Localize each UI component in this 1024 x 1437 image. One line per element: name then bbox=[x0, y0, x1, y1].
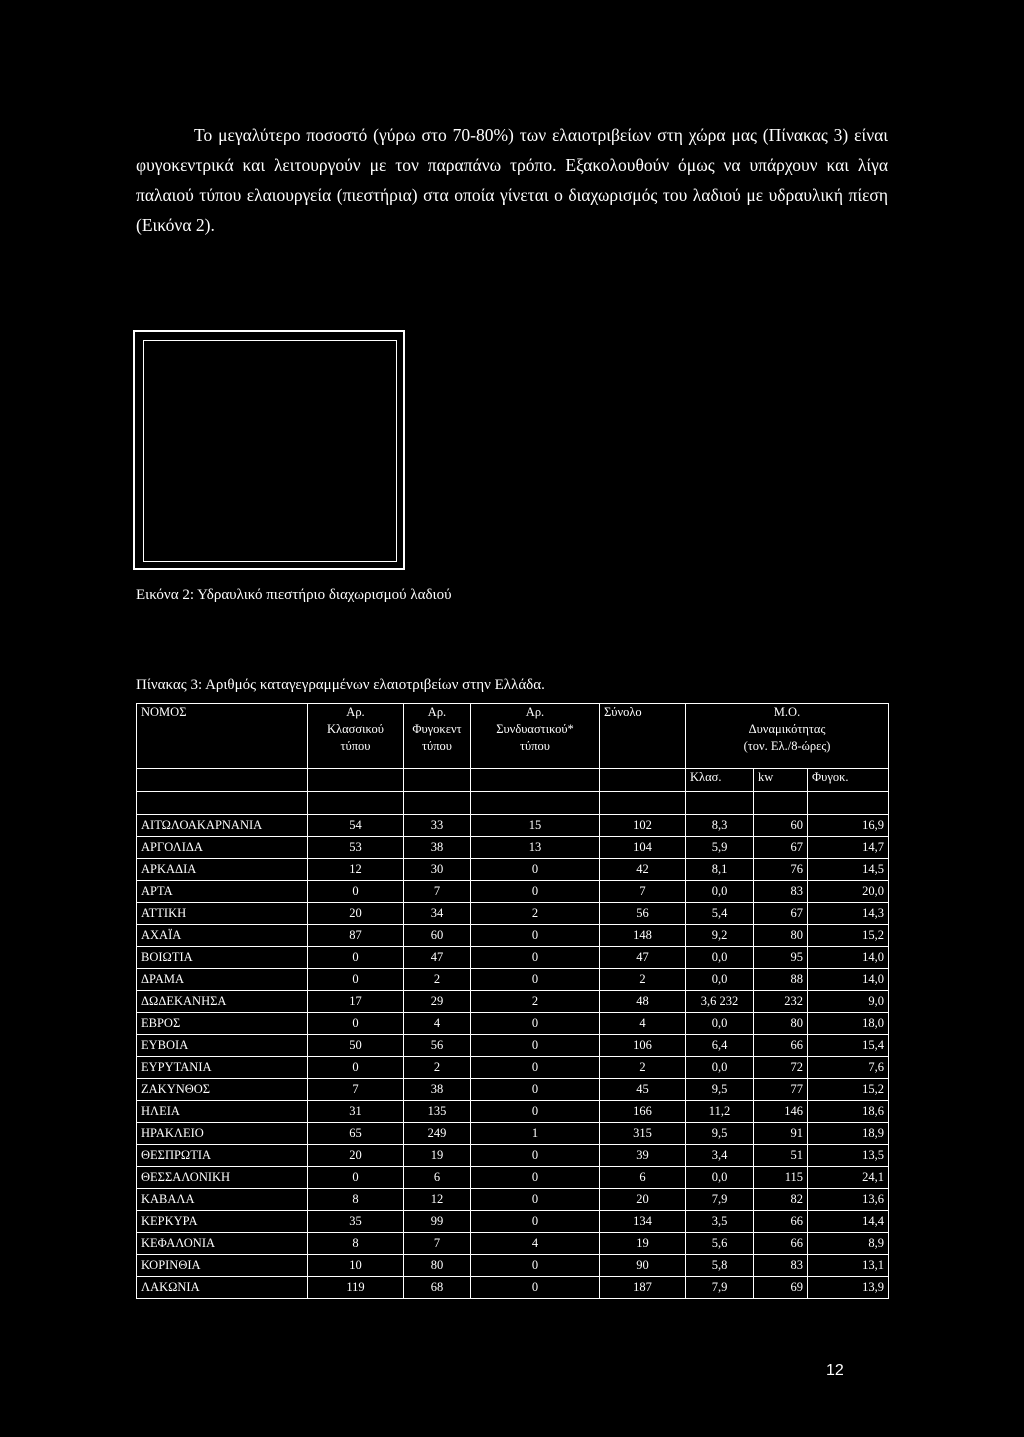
total-cell: 20 bbox=[600, 1189, 686, 1211]
combined-cell: 0 bbox=[471, 1057, 600, 1079]
nomos-cell: ΗΡΑΚΛΕΙΟ bbox=[137, 1123, 308, 1145]
subheader-kw: kw bbox=[754, 769, 808, 792]
header-centrifugal bbox=[404, 704, 471, 769]
combined-cell: 0 bbox=[471, 1211, 600, 1233]
centrifugal-cell: 56 bbox=[404, 1035, 471, 1057]
fygok-cell: 9,0 bbox=[808, 991, 889, 1013]
combined-cell: 0 bbox=[471, 1145, 600, 1167]
table-row bbox=[137, 1013, 889, 1035]
fygok-cell: 15,2 bbox=[808, 925, 889, 947]
nomos-cell: ΕΥΒΟΙΑ bbox=[137, 1035, 308, 1057]
centrifugal-cell: 80 bbox=[404, 1255, 471, 1277]
centrifugal-cell: 99 bbox=[404, 1211, 471, 1233]
kw-cell: 67 bbox=[754, 837, 808, 859]
table-row bbox=[137, 969, 889, 991]
classic-cell: 54 bbox=[308, 815, 404, 837]
figure-inner-frame bbox=[143, 340, 397, 562]
header-capacity-text: Μ.Ο. Δυναμικότητας (τον. Ελ./8-ώρες) bbox=[743, 705, 831, 753]
table-row bbox=[137, 1189, 889, 1211]
fygok-cell: 13,5 bbox=[808, 1145, 889, 1167]
centrifugal-cell: 7 bbox=[404, 881, 471, 903]
classic-cell: 20 bbox=[308, 903, 404, 925]
centrifugal-cell: 249 bbox=[404, 1123, 471, 1145]
subheader-empty bbox=[137, 769, 308, 792]
combined-cell: 4 bbox=[471, 1233, 600, 1255]
table-row bbox=[137, 1101, 889, 1123]
kw-cell: 60 bbox=[754, 815, 808, 837]
nomos-cell: ΑΙΤΩΛΟΑΚΑΡΝΑΝΙΑ bbox=[137, 815, 308, 837]
table-row bbox=[137, 1277, 889, 1299]
fygok-cell: 13,9 bbox=[808, 1277, 889, 1299]
combined-cell: 2 bbox=[471, 903, 600, 925]
fygok-cell: 14,4 bbox=[808, 1211, 889, 1233]
fygok-cell: 13,6 bbox=[808, 1189, 889, 1211]
centrifugal-cell: 2 bbox=[404, 1057, 471, 1079]
combined-cell: 0 bbox=[471, 1101, 600, 1123]
klas-cell: 7,9 bbox=[686, 1277, 754, 1299]
kw-cell: 83 bbox=[754, 881, 808, 903]
table-row bbox=[137, 1211, 889, 1233]
intro-paragraph bbox=[136, 120, 888, 240]
nomos-cell: ΑΡΓΟΛΙΔΑ bbox=[137, 837, 308, 859]
classic-cell: 10 bbox=[308, 1255, 404, 1277]
classic-cell: 31 bbox=[308, 1101, 404, 1123]
centrifugal-cell: 38 bbox=[404, 837, 471, 859]
table-row bbox=[137, 837, 889, 859]
total-cell: 7 bbox=[600, 881, 686, 903]
total-cell: 104 bbox=[600, 837, 686, 859]
combined-cell: 0 bbox=[471, 1189, 600, 1211]
figure-caption: Εικόνα 2: Υδραυλικό πιεστήριο διαχωρισμού λαδιού bbox=[136, 587, 452, 603]
kw-cell: 77 bbox=[754, 1079, 808, 1101]
subheader-empty bbox=[471, 769, 600, 792]
klas-cell: 11,2 bbox=[686, 1101, 754, 1123]
combined-cell: 0 bbox=[471, 1277, 600, 1299]
klas-cell: 5,6 bbox=[686, 1233, 754, 1255]
kw-cell: 146 bbox=[754, 1101, 808, 1123]
klas-cell: 0,0 bbox=[686, 947, 754, 969]
nomos-cell: ΑΤΤΙΚΗ bbox=[137, 903, 308, 925]
mills-table bbox=[136, 703, 889, 1299]
classic-cell: 17 bbox=[308, 991, 404, 1013]
header-total: Σύνολο bbox=[600, 704, 686, 769]
table-row bbox=[137, 1145, 889, 1167]
total-cell: 47 bbox=[600, 947, 686, 969]
table-row bbox=[137, 881, 889, 903]
classic-cell: 0 bbox=[308, 1167, 404, 1189]
table-row bbox=[137, 1079, 889, 1101]
nomos-cell: ΚΕΦΑΛΟΝΙΑ bbox=[137, 1233, 308, 1255]
fygok-cell: 14,7 bbox=[808, 837, 889, 859]
nomos-cell: ΗΛΕΙΑ bbox=[137, 1101, 308, 1123]
table-row bbox=[137, 903, 889, 925]
nomos-cell: ΔΩΔΕΚΑΝΗΣΑ bbox=[137, 991, 308, 1013]
klas-cell: 0,0 bbox=[686, 1167, 754, 1189]
klas-cell: 0,0 bbox=[686, 1057, 754, 1079]
total-cell: 4 bbox=[600, 1013, 686, 1035]
kw-cell: 88 bbox=[754, 969, 808, 991]
kw-cell: 83 bbox=[754, 1255, 808, 1277]
header-combined bbox=[471, 704, 600, 769]
table-row bbox=[137, 1167, 889, 1189]
klas-cell: 0,0 bbox=[686, 881, 754, 903]
total-cell: 90 bbox=[600, 1255, 686, 1277]
total-cell: 102 bbox=[600, 815, 686, 837]
combined-cell: 0 bbox=[471, 925, 600, 947]
table-row bbox=[137, 815, 889, 837]
subheader-empty bbox=[600, 769, 686, 792]
fygok-cell: 18,9 bbox=[808, 1123, 889, 1145]
centrifugal-cell: 34 bbox=[404, 903, 471, 925]
table-row bbox=[137, 925, 889, 947]
nomos-cell: ΒΟΙΩΤΙΑ bbox=[137, 947, 308, 969]
fygok-cell: 15,2 bbox=[808, 1079, 889, 1101]
fygok-cell: 18,0 bbox=[808, 1013, 889, 1035]
kw-cell: 80 bbox=[754, 925, 808, 947]
fygok-cell: 18,6 bbox=[808, 1101, 889, 1123]
centrifugal-cell: 38 bbox=[404, 1079, 471, 1101]
fygok-cell: 14,0 bbox=[808, 947, 889, 969]
header-classic bbox=[308, 704, 404, 769]
nomos-cell: ΚΑΒΑΛΑ bbox=[137, 1189, 308, 1211]
subheader-empty bbox=[404, 769, 471, 792]
centrifugal-cell: 33 bbox=[404, 815, 471, 837]
classic-cell: 8 bbox=[308, 1233, 404, 1255]
centrifugal-cell: 135 bbox=[404, 1101, 471, 1123]
total-cell: 19 bbox=[600, 1233, 686, 1255]
nomos-cell: ΕΒΡΟΣ bbox=[137, 1013, 308, 1035]
classic-cell: 87 bbox=[308, 925, 404, 947]
table-row bbox=[137, 1123, 889, 1145]
total-cell: 45 bbox=[600, 1079, 686, 1101]
klas-cell: 3,5 bbox=[686, 1211, 754, 1233]
combined-cell: 0 bbox=[471, 859, 600, 881]
centrifugal-cell: 2 bbox=[404, 969, 471, 991]
classic-cell: 7 bbox=[308, 1079, 404, 1101]
centrifugal-cell: 47 bbox=[404, 947, 471, 969]
kw-cell: 69 bbox=[754, 1277, 808, 1299]
classic-cell: 0 bbox=[308, 947, 404, 969]
classic-cell: 35 bbox=[308, 1211, 404, 1233]
table-row bbox=[137, 1057, 889, 1079]
combined-cell: 0 bbox=[471, 1255, 600, 1277]
fygok-cell: 20,0 bbox=[808, 881, 889, 903]
combined-cell: 0 bbox=[471, 947, 600, 969]
klas-cell: 5,8 bbox=[686, 1255, 754, 1277]
fygok-cell: 14,5 bbox=[808, 859, 889, 881]
klas-cell: 9,5 bbox=[686, 1079, 754, 1101]
centrifugal-cell: 60 bbox=[404, 925, 471, 947]
table-row bbox=[137, 859, 889, 881]
subheader-klas: Κλασ. bbox=[686, 769, 754, 792]
combined-cell: 0 bbox=[471, 1035, 600, 1057]
kw-cell: 80 bbox=[754, 1013, 808, 1035]
kw-cell: 95 bbox=[754, 947, 808, 969]
kw-cell: 51 bbox=[754, 1145, 808, 1167]
klas-cell: 0,0 bbox=[686, 1013, 754, 1035]
klas-cell: 3,6 232 bbox=[686, 991, 754, 1013]
table-header-row bbox=[137, 704, 889, 769]
total-cell: 39 bbox=[600, 1145, 686, 1167]
kw-cell: 91 bbox=[754, 1123, 808, 1145]
total-cell: 187 bbox=[600, 1277, 686, 1299]
classic-cell: 12 bbox=[308, 859, 404, 881]
fygok-cell: 14,0 bbox=[808, 969, 889, 991]
centrifugal-cell: 7 bbox=[404, 1233, 471, 1255]
total-cell: 2 bbox=[600, 969, 686, 991]
kw-cell: 76 bbox=[754, 859, 808, 881]
nomos-cell: ΛΑΚΩΝΙΑ bbox=[137, 1277, 308, 1299]
nomos-cell: ΑΡΚΑΔΙΑ bbox=[137, 859, 308, 881]
total-cell: 56 bbox=[600, 903, 686, 925]
fygok-cell: 16,9 bbox=[808, 815, 889, 837]
table-body bbox=[137, 815, 889, 1299]
kw-cell: 115 bbox=[754, 1167, 808, 1189]
fygok-cell: 7,6 bbox=[808, 1057, 889, 1079]
fygok-cell: 24,1 bbox=[808, 1167, 889, 1189]
figure-image-placeholder bbox=[133, 330, 405, 570]
classic-cell: 20 bbox=[308, 1145, 404, 1167]
combined-cell: 0 bbox=[471, 1013, 600, 1035]
header-nomos: ΝΟΜΟΣ bbox=[137, 704, 308, 769]
kw-cell: 232 bbox=[754, 991, 808, 1013]
classic-cell: 0 bbox=[308, 881, 404, 903]
table-row bbox=[137, 1255, 889, 1277]
centrifugal-cell: 6 bbox=[404, 1167, 471, 1189]
combined-cell: 0 bbox=[471, 1167, 600, 1189]
nomos-cell: ΖΑΚΥΝΘΟΣ bbox=[137, 1079, 308, 1101]
total-cell: 315 bbox=[600, 1123, 686, 1145]
total-cell: 106 bbox=[600, 1035, 686, 1057]
page-number: 12 bbox=[826, 1362, 844, 1379]
subheader-fygok: Φυγοκ. bbox=[808, 769, 889, 792]
classic-cell: 0 bbox=[308, 969, 404, 991]
nomos-cell: ΚΟΡΙΝΘΙΑ bbox=[137, 1255, 308, 1277]
classic-cell: 65 bbox=[308, 1123, 404, 1145]
header-capacity bbox=[686, 704, 889, 769]
combined-cell: 2 bbox=[471, 991, 600, 1013]
klas-cell: 8,1 bbox=[686, 859, 754, 881]
kw-cell: 72 bbox=[754, 1057, 808, 1079]
nomos-cell: ΕΥΡΥΤΑΝΙΑ bbox=[137, 1057, 308, 1079]
klas-cell: 9,2 bbox=[686, 925, 754, 947]
kw-cell: 66 bbox=[754, 1035, 808, 1057]
total-cell: 2 bbox=[600, 1057, 686, 1079]
nomos-cell: ΘΕΣΣΑΛΟΝΙΚΗ bbox=[137, 1167, 308, 1189]
table-row bbox=[137, 1035, 889, 1057]
classic-cell: 0 bbox=[308, 1013, 404, 1035]
total-cell: 6 bbox=[600, 1167, 686, 1189]
fygok-cell: 14,3 bbox=[808, 903, 889, 925]
klas-cell: 7,9 bbox=[686, 1189, 754, 1211]
subheader-empty bbox=[308, 769, 404, 792]
table-row bbox=[137, 947, 889, 969]
classic-cell: 8 bbox=[308, 1189, 404, 1211]
klas-cell: 5,4 bbox=[686, 903, 754, 925]
klas-cell: 3,4 bbox=[686, 1145, 754, 1167]
klas-cell: 6,4 bbox=[686, 1035, 754, 1057]
table-row bbox=[137, 1233, 889, 1255]
combined-cell: 13 bbox=[471, 837, 600, 859]
centrifugal-cell: 29 bbox=[404, 991, 471, 1013]
combined-cell: 0 bbox=[471, 1079, 600, 1101]
combined-cell: 1 bbox=[471, 1123, 600, 1145]
classic-cell: 119 bbox=[308, 1277, 404, 1299]
centrifugal-cell: 4 bbox=[404, 1013, 471, 1035]
nomos-cell: ΚΕΡΚΥΡΑ bbox=[137, 1211, 308, 1233]
header-classic-text: Αρ. Κλασσικού τύπου bbox=[327, 705, 384, 753]
combined-cell: 15 bbox=[471, 815, 600, 837]
kw-cell: 82 bbox=[754, 1189, 808, 1211]
klas-cell: 0,0 bbox=[686, 969, 754, 991]
fygok-cell: 15,4 bbox=[808, 1035, 889, 1057]
total-cell: 48 bbox=[600, 991, 686, 1013]
classic-cell: 50 bbox=[308, 1035, 404, 1057]
table-spacer-row bbox=[137, 792, 889, 815]
klas-cell: 8,3 bbox=[686, 815, 754, 837]
kw-cell: 66 bbox=[754, 1233, 808, 1255]
total-cell: 42 bbox=[600, 859, 686, 881]
centrifugal-cell: 19 bbox=[404, 1145, 471, 1167]
kw-cell: 66 bbox=[754, 1211, 808, 1233]
centrifugal-cell: 30 bbox=[404, 859, 471, 881]
fygok-cell: 8,9 bbox=[808, 1233, 889, 1255]
nomos-cell: ΑΧΑΪΑ bbox=[137, 925, 308, 947]
nomos-cell: ΘΕΣΠΡΩΤΙΑ bbox=[137, 1145, 308, 1167]
fygok-cell: 13,1 bbox=[808, 1255, 889, 1277]
paragraph-text: Το μεγαλύτερο ποσοστό (γύρω στο 70-80%) των ελαιοτριβείων στη χώρα μας (Πίνακας 3) είναι φυγοκεντρικά και λειτουργούν με τον παραπάνω τρόπο. Εξακολουθούν όμως να υπάρχουν και λίγα παλαιού τύπου ελαιουργεία (πιεστήρια) στα οποία γίνεται ο διαχωρισμός του λαδιού με υδραυλική πίεση (Εικόνα 2). bbox=[136, 125, 888, 235]
classic-cell: 53 bbox=[308, 837, 404, 859]
table-subheader-row bbox=[137, 769, 889, 792]
table-title: Πίνακας 3: Αριθμός καταγεγραμμένων ελαιοτριβείων στην Ελλάδα. bbox=[136, 677, 545, 693]
total-cell: 134 bbox=[600, 1211, 686, 1233]
header-centrifugal-text: Αρ. Φυγοκεντ τύπου bbox=[412, 705, 462, 753]
nomos-cell: ΔΡΑΜΑ bbox=[137, 969, 308, 991]
klas-cell: 5,9 bbox=[686, 837, 754, 859]
total-cell: 166 bbox=[600, 1101, 686, 1123]
header-combined-text: Αρ. Συνδυαστικού* τύπου bbox=[496, 705, 574, 753]
combined-cell: 0 bbox=[471, 881, 600, 903]
classic-cell: 0 bbox=[308, 1057, 404, 1079]
combined-cell: 0 bbox=[471, 969, 600, 991]
table-row bbox=[137, 991, 889, 1013]
nomos-cell: ΑΡΤΑ bbox=[137, 881, 308, 903]
total-cell: 148 bbox=[600, 925, 686, 947]
klas-cell: 9,5 bbox=[686, 1123, 754, 1145]
kw-cell: 67 bbox=[754, 903, 808, 925]
centrifugal-cell: 68 bbox=[404, 1277, 471, 1299]
centrifugal-cell: 12 bbox=[404, 1189, 471, 1211]
